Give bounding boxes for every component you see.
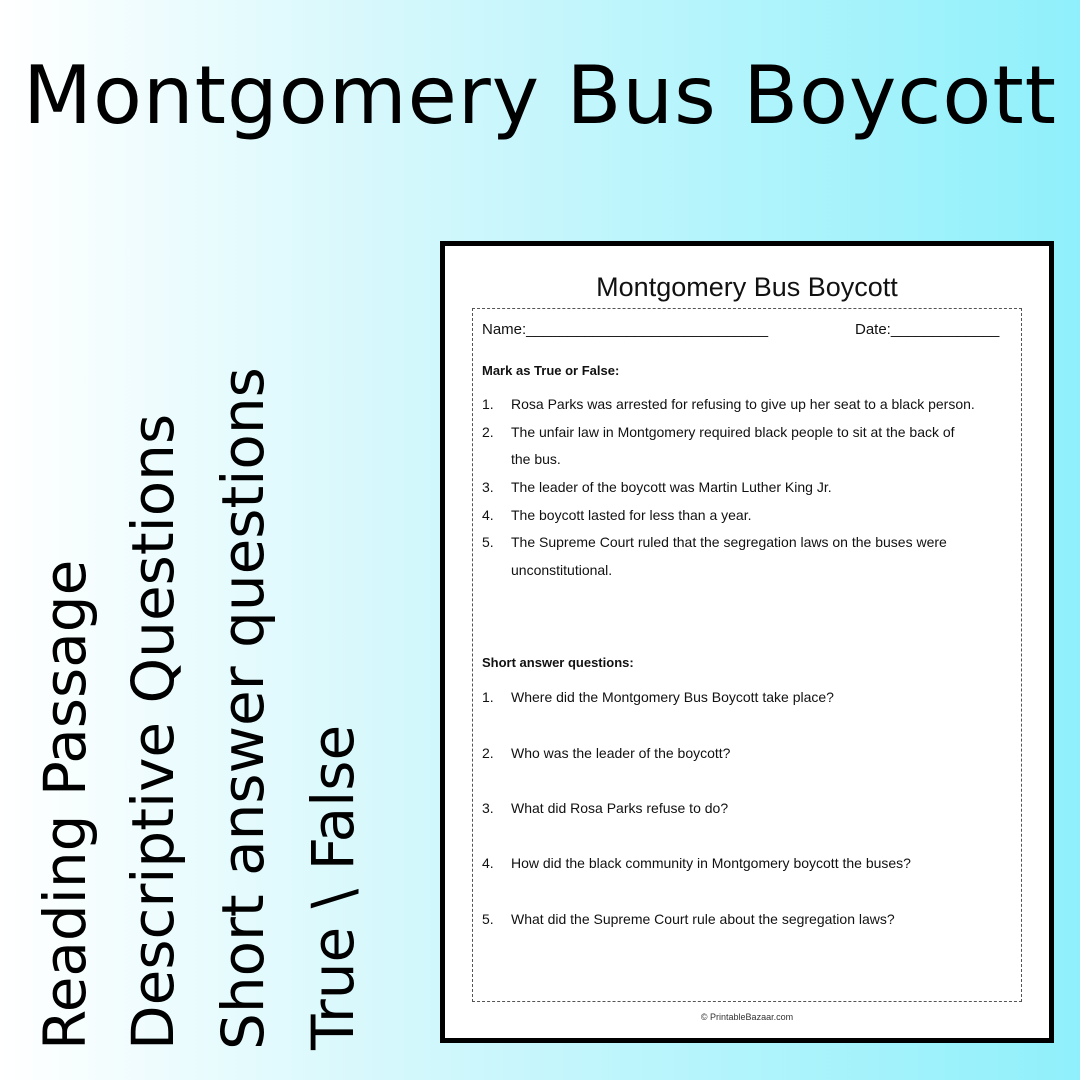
worksheet-content-box [472,308,1022,1002]
name-field: Name:_____________________________ [482,321,769,338]
side-label-reading-passage: Reading Passage [31,559,99,1050]
sa-item-number: 2. [482,745,494,761]
tf-item-text: The boycott lasted for less than a year. [511,507,752,523]
page-title: Montgomery Bus Boycott [22,49,1058,142]
tf-item-number: 2. [482,424,494,440]
sa-item-text: Who was the leader of the boycott? [511,745,731,761]
side-label-short-answer: Short answer questions [209,367,277,1050]
sa-item-number: 3. [482,800,494,816]
copyright-footer: © PrintableBazaar.com [700,1012,794,1022]
tf-item-number: 4. [482,507,494,523]
tf-item-text-continued: the bus. [511,451,561,467]
tf-item-text: The leader of the boycott was Martin Luther King Jr. [511,479,832,495]
worksheet-title: Montgomery Bus Boycott [596,272,898,302]
tf-item-number: 3. [482,479,494,495]
tf-item-text: The Supreme Court ruled that the segregation laws on the buses were [511,534,947,550]
side-label-descriptive-questions: Descriptive Questions [119,413,187,1050]
tf-item-number: 5. [482,534,494,550]
short-answer-heading: Short answer questions: [482,655,634,670]
side-labels [31,50,376,1050]
side-label-true-false: True \ False [299,724,367,1050]
sa-item-number: 1. [482,689,494,705]
tf-item-number: 1. [482,396,494,412]
sa-item-text: What did Rosa Parks refuse to do? [511,800,729,816]
tf-item-text: Rosa Parks was arrested for refusing to give up her seat to a black person. [511,396,975,412]
sa-item-text: What did the Supreme Court rule about the segregation laws? [511,911,895,927]
true-false-heading: Mark as True or False: [482,363,620,378]
date-field: Date:_____________ [855,321,1000,338]
sa-item-text: Where did the Montgomery Bus Boycott take place? [511,689,834,705]
sa-item-number: 4. [482,855,494,871]
tf-item-text: The unfair law in Montgomery required black people to sit at the back of [511,424,955,440]
sa-item-text: How did the black community in Montgomery boycott the buses? [511,855,911,871]
tf-item-text-continued: unconstitutional. [511,562,613,578]
worksheet-preview [440,241,1054,1043]
sa-item-number: 5. [482,911,494,927]
